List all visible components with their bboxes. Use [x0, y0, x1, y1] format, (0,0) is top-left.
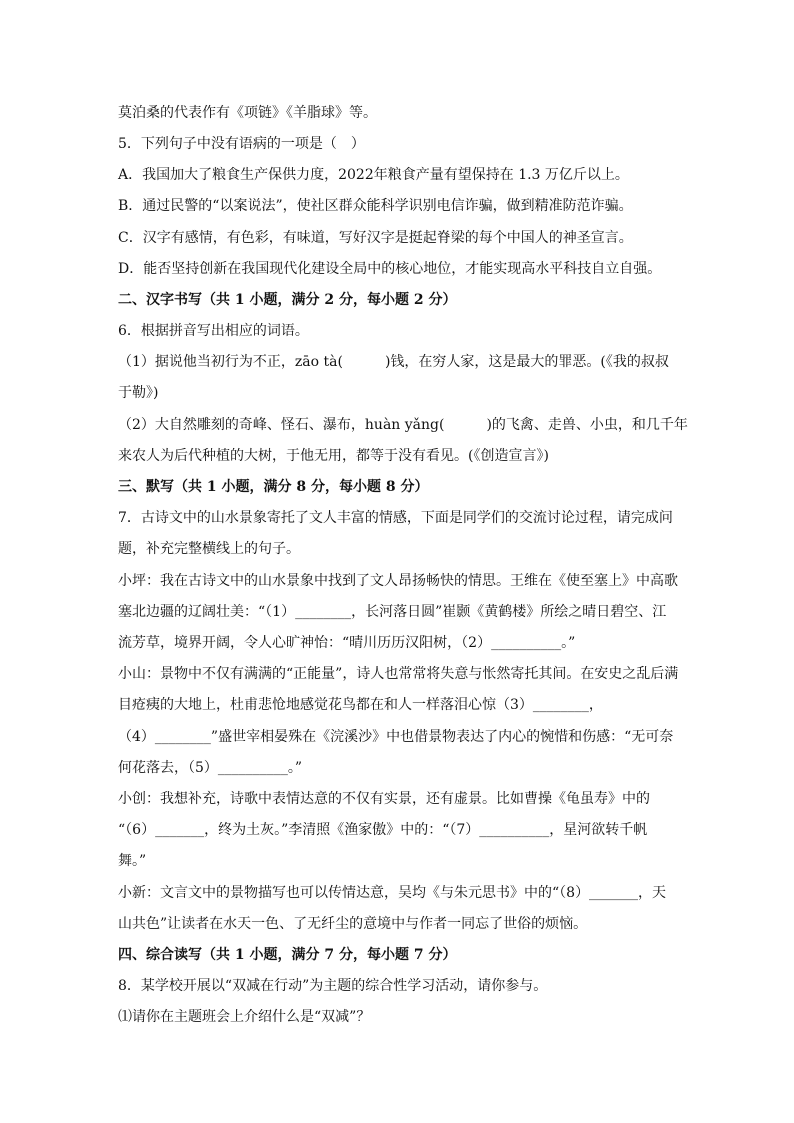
question-5-option-a: A．我国加大了粮食生产保供力度，2022年粮食产量有望保持在 1.3 万亿斤以上。: [118, 167, 629, 183]
question-6-item-1-cont: 于勒》): [118, 385, 159, 401]
question-6-stem: 6．根据拼音写出相应的词语。: [118, 323, 309, 339]
paragraph-xiaoping-cont: 塞北边疆的辽阔壮美：“（1）________，长河落日圆”崔颢《黄鹤楼》所绘之晴日碧空、江: [118, 604, 667, 620]
question-6-item-2: （2）大自然雕刻的奇峰、怪石、瀑布，huàn yǎng( )的飞禽、走兽、小虫，和几千年: [118, 417, 688, 433]
question-7-stem: 7．古诗文中的山水景象寄托了文人丰富的情感，下面是同学们的交流讨论过程，请完成问: [118, 510, 673, 526]
section-heading-2: 二、汉字书写（共 1 小题，满分 2 分，每小题 2 分）: [118, 292, 457, 308]
paragraph-xiaoshan-cont: 何花落去，（5）__________。”: [118, 760, 303, 776]
question-5-option-b: B．通过民警的“以案说法”，使社区群众能科学识别电信诈骗，做到精准防范诈骗。: [118, 198, 633, 214]
question-6-item-2-cont: 来农人为后代种植的大树，于他无用，都等于没有看见。(《创造宣言》): [118, 448, 549, 464]
question-5-option-c: C．汉字有感情，有色彩，有味道，写好汉字是挺起脊梁的每个中国人的神圣宣言。: [118, 230, 633, 246]
question-5-stem: 5．下列句子中没有语病的一项是（ ）: [118, 136, 365, 152]
paragraph-xiaoxin: 小新：文言文中的景物描写也可以传情达意，吴均《与朱元思书》中的“（8）_______，天: [118, 885, 667, 901]
question-5-option-d: D．能否坚持创新在我国现代化建设全局中的核心地位，才能实现高水平科技自立自强。: [118, 261, 662, 277]
paragraph-xiaoshan: 小山：景物中不仅有满满的“正能量”，诗人也常常将失意与怅然寄托其间。在安史之乱后满: [118, 666, 679, 682]
paragraph-xiaoshan-cont: （4）________”盛世宰相晏殊在《浣溪沙》中也借景物表达了内心的惋惜和伤感：“无可奈: [118, 729, 674, 745]
paragraph-xiaochuang-cont: “（6）_______，终为土灰。”李清照《渔家傲》中的：“（7）__________，星河欲转千帆: [118, 822, 648, 838]
paragraph-xiaochuang: 小创：我想补充，诗歌中表情达意的不仅有实景，还有虚景。比如曹操《龟虽寿》中的: [118, 791, 650, 807]
paragraph-xiaoping-cont: 流芳草，境界开阔，令人心旷神怡：“晴川历历汉阳树，（2）__________。”: [118, 635, 576, 651]
question-6-item-1: （1）据说他当初行为不正，zāo tà( )钱，在穷人家，这是最大的罪恶。(《我的叔叔: [118, 354, 669, 370]
paragraph-xiaoxin-cont: 山共色”让读者在水天一色、了无纤尘的意境中与作者一同忘了世俗的烦恼。: [118, 916, 588, 932]
question-8-stem: 8．某学校开展以“双减在行动”为主题的综合性学习活动，请你参与。: [118, 978, 548, 994]
paragraph-xiaoping: 小坪：我在古诗文中的山水景象中找到了文人昂扬畅快的情思。王维在《使至塞上》中高歌: [118, 573, 678, 589]
paragraph-xiaochuang-cont: 舞。”: [118, 853, 147, 869]
text-line: 莫泊桑的代表作有《项链》《羊脂球》等。: [118, 105, 377, 121]
paragraph-xiaoshan-cont: 目疮痍的大地上，杜甫悲怆地感觉花鸟都在和人一样落泪心惊（3）________，: [118, 697, 603, 713]
section-heading-3: 三、默写（共 1 小题，满分 8 分，每小题 8 分）: [118, 479, 429, 495]
section-heading-4: 四、综合读写（共 1 小题，满分 7 分，每小题 7 分）: [118, 947, 457, 963]
question-7-stem-cont: 题，补充完整横线上的句子。: [118, 541, 300, 557]
question-8-part-1: ⑴请你在主题班会上介绍什么是“双减”？: [118, 1009, 371, 1025]
